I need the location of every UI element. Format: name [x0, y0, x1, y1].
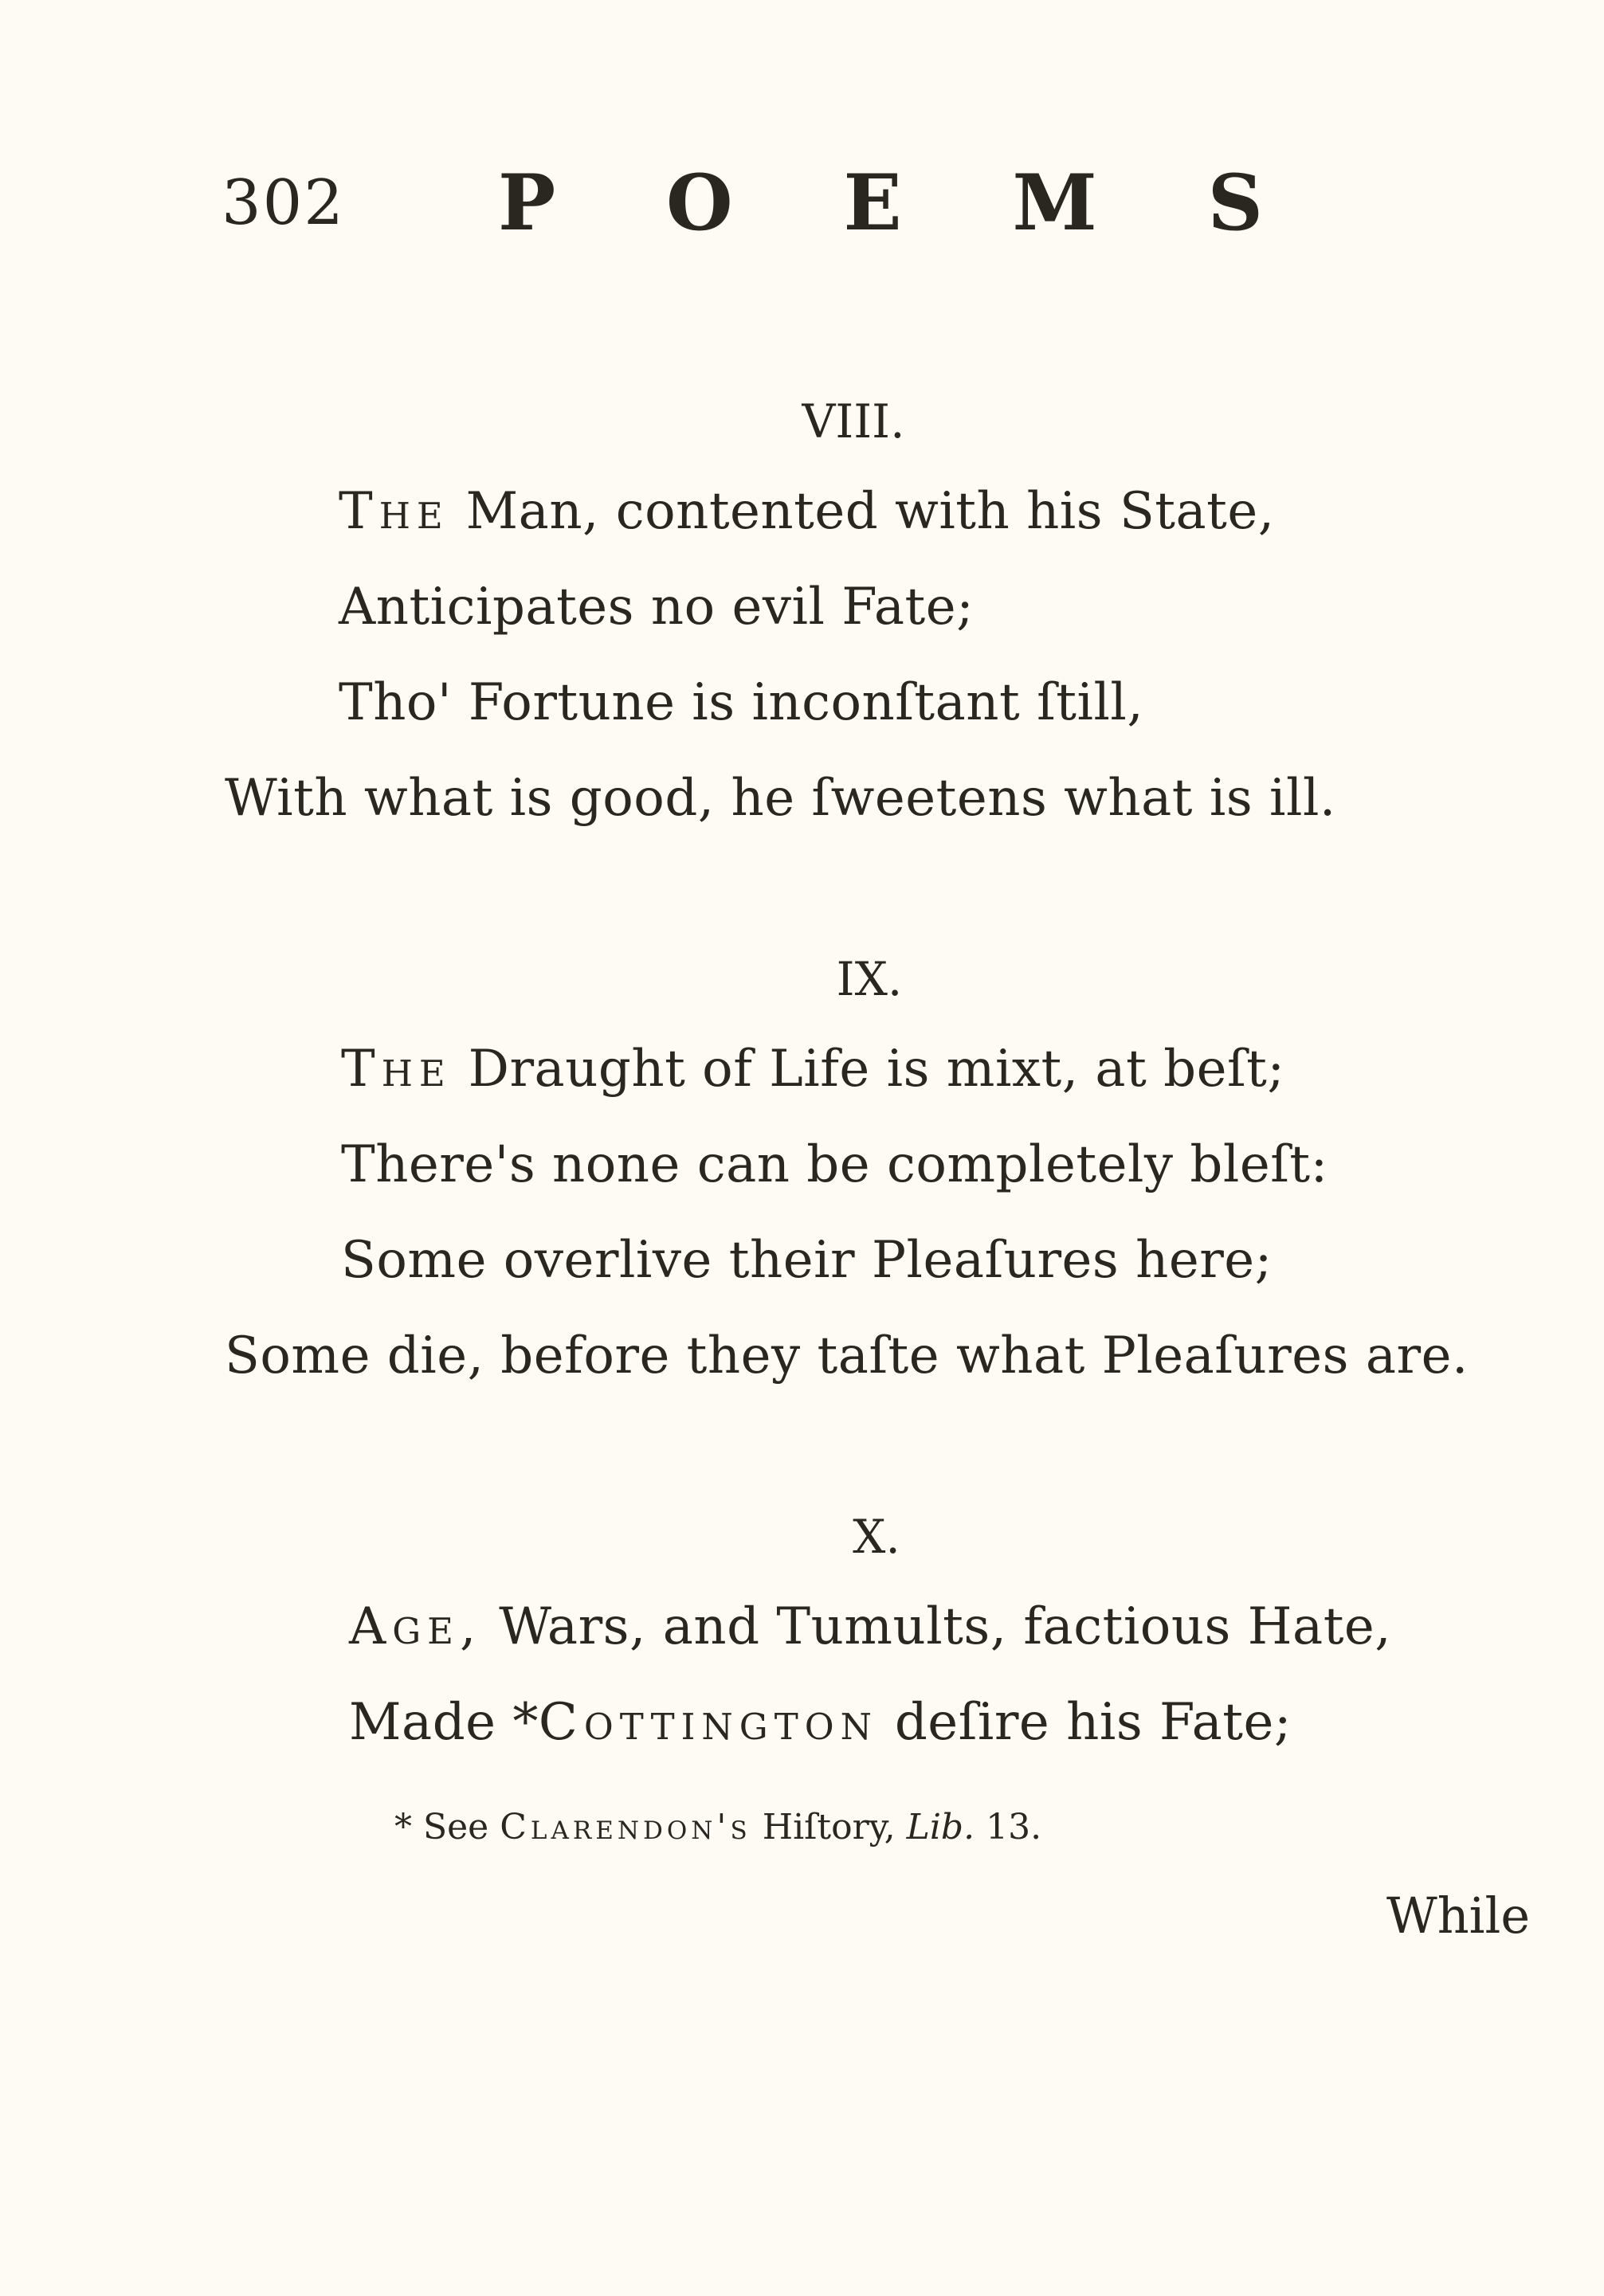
footnote-see: See: [423, 1807, 489, 1847]
verse-text: Man, contented with his State,: [449, 482, 1275, 541]
footnote-lib: Lib.: [906, 1807, 975, 1847]
running-title-letter: M: [1012, 158, 1097, 248]
verse-line: There's none can be completely bleſt:: [341, 1135, 1328, 1194]
verse-line: [341, 1040, 1284, 1099]
stanza-number: VIII.: [802, 394, 905, 449]
running-title: [498, 158, 1263, 248]
footnote-number: 13.: [986, 1807, 1042, 1847]
verse-line: Some die, before they taſte what Pleaſures are.: [225, 1326, 1469, 1385]
stanza-number: IX.: [836, 952, 903, 1006]
verse-lead-word: The: [341, 1040, 452, 1099]
verse-text: Wars, and Tumults, factious Hate,: [482, 1597, 1392, 1656]
running-title-letter: E: [843, 158, 902, 248]
footnote-author: Clarendon's: [500, 1807, 751, 1847]
verse-line: [339, 482, 1275, 541]
running-title-letter: P: [498, 158, 556, 248]
verse-line: Some overlive their Pleaſures here;: [341, 1231, 1273, 1290]
verse-text: Draught of Life is mixt, at beſt;: [451, 1040, 1285, 1099]
verse-text: deſire his Fate;: [877, 1693, 1292, 1752]
verse-line: Anticipates no evil Fate;: [339, 578, 975, 637]
footnote-marker: *: [394, 1807, 412, 1847]
verse-text: Made *: [349, 1693, 539, 1752]
verse-line: With what is good, he ſweetens what is ill.: [225, 769, 1336, 828]
verse-line: Tho' Fortune is inconſtant ſtill,: [339, 673, 1144, 732]
verse-lead-word: Age,: [349, 1597, 483, 1656]
footnote-text: Hiſtory,: [762, 1807, 896, 1847]
page-number: 302: [222, 167, 345, 239]
verse-line: [349, 1597, 1391, 1656]
verse-lead-word: The: [339, 482, 449, 541]
person-name: Cottington: [538, 1693, 878, 1752]
catchword: While: [1386, 1887, 1531, 1945]
running-title-letter: S: [1207, 158, 1263, 248]
stanza-number: X.: [853, 1510, 900, 1564]
verse-line: [349, 1693, 1292, 1752]
footnote: [394, 1807, 1041, 1847]
running-title-letter: O: [666, 158, 733, 248]
